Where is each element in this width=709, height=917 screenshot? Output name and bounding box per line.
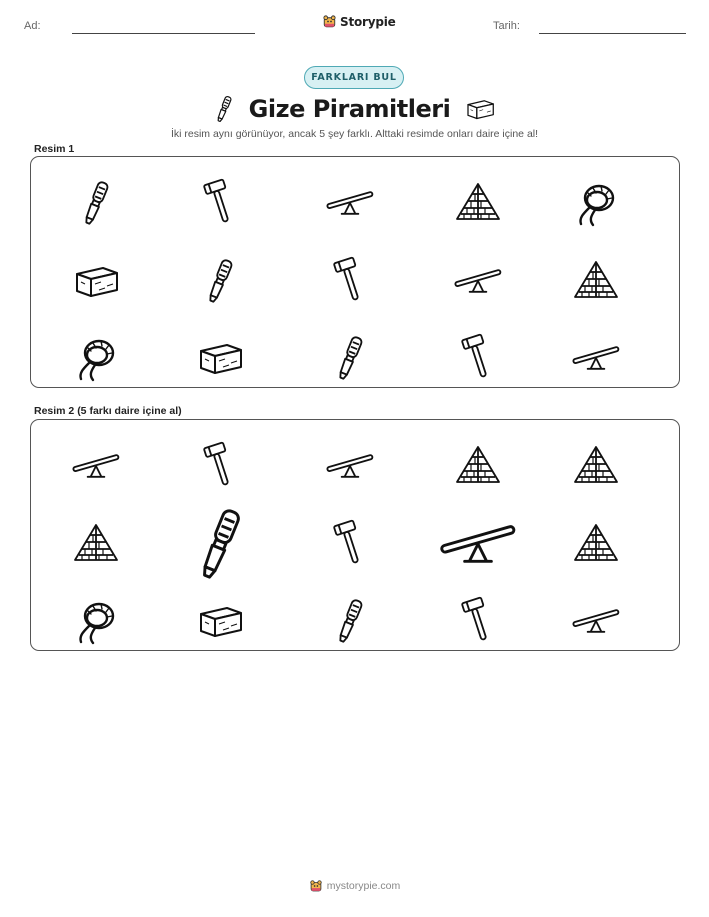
rope-icon <box>71 333 121 383</box>
hammer-icon[interactable] <box>195 441 245 491</box>
hammer-icon[interactable] <box>453 596 503 646</box>
chisel-icon <box>71 178 121 228</box>
date-label: Tarih: <box>493 20 520 32</box>
seesaw-icon <box>571 333 621 383</box>
stone-block-icon <box>71 256 121 306</box>
pyramid-icon <box>571 256 621 306</box>
stone-block-icon <box>195 333 245 383</box>
name-label: Ad: <box>24 20 41 32</box>
pyramid-icon[interactable] <box>571 519 621 569</box>
storypie-logo-icon <box>322 14 337 29</box>
chisel-icon[interactable] <box>325 596 375 646</box>
seesaw-icon[interactable] <box>325 441 375 491</box>
pyramid-icon[interactable] <box>571 441 621 491</box>
date-line[interactable] <box>539 33 686 34</box>
seesaw-icon[interactable] <box>571 596 621 646</box>
picture1-label: Resim 1 <box>34 143 75 155</box>
picture2-panel <box>30 419 680 651</box>
stone-block-icon[interactable] <box>195 596 245 646</box>
footer <box>0 879 709 893</box>
seesaw-icon[interactable] <box>438 504 518 584</box>
rope-icon[interactable] <box>71 596 121 646</box>
footer-url: mystorypie.com <box>326 880 401 892</box>
instructions: İki resim aynı görünüyor, ancak 5 şey farklı. Alttaki resimde onları daire içine al! <box>170 128 539 140</box>
pyramid-icon <box>453 178 503 228</box>
hammer-icon <box>195 178 245 228</box>
pyramid-icon[interactable] <box>71 519 121 569</box>
chisel-icon <box>195 256 245 306</box>
page-title: Gize Piramitleri <box>248 95 451 123</box>
hammer-icon[interactable] <box>325 519 375 569</box>
chisel-icon <box>213 94 235 124</box>
hammer-icon <box>325 256 375 306</box>
title-row <box>0 90 709 128</box>
seesaw-icon <box>453 256 503 306</box>
rope-icon <box>571 178 621 228</box>
hammer-icon <box>453 333 503 383</box>
picture2-label: Resim 2 (5 farkı daire içine al) <box>34 405 182 417</box>
activity-badge: FARKLARI BUL <box>304 66 404 89</box>
seesaw-icon <box>325 178 375 228</box>
storypie-logo-icon <box>309 879 323 893</box>
pyramid-icon[interactable] <box>453 441 503 491</box>
chisel-icon <box>325 333 375 383</box>
name-line[interactable] <box>72 33 255 34</box>
picture1-panel <box>30 156 680 388</box>
brand <box>322 14 396 29</box>
chisel-icon[interactable] <box>180 504 260 584</box>
brand-name: Storypie <box>340 14 396 29</box>
stone-block-icon <box>464 97 496 121</box>
seesaw-icon[interactable] <box>71 441 121 491</box>
